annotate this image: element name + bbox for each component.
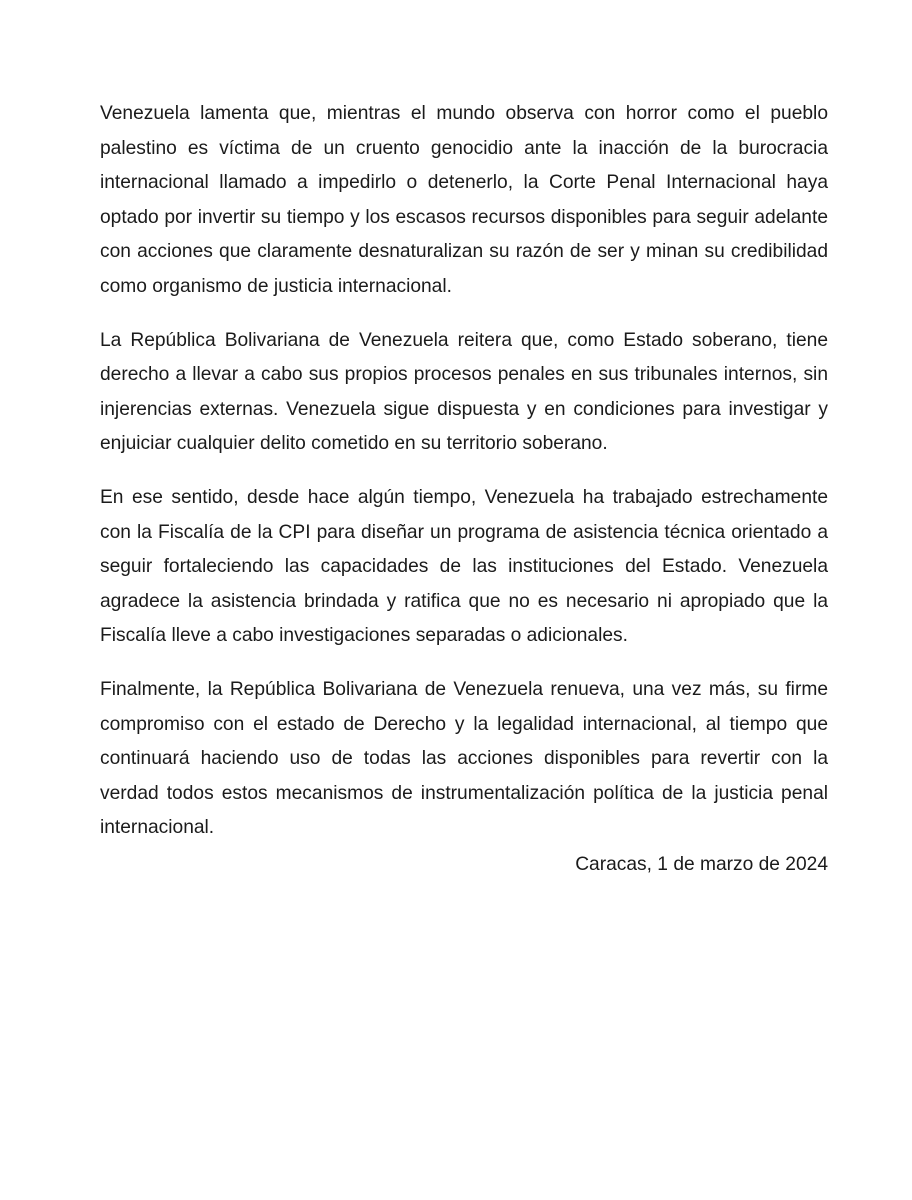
paragraph-sovereignty: La República Bolivariana de Venezuela reitera que, como Estado soberano, tiene derecho a llevar a cabo sus propios procesos penales en sus tribunales internos, sin injerencias externas. Venezuela sigue dispuesta y en condiciones para investigar y enjuiciar cualquier delito cometido en su territorio soberano. bbox=[100, 329, 828, 455]
paragraph-gaza-criticism: Venezuela lamenta que, mientras el mundo observa con horror como el pueblo palestino es víctima de un cruento genocidio ante la inacción de la burocracia internacional llamado a impedirlo o detenerlo, la Corte Penal Internacional haya optado por invertir su tiempo y los escasos recursos disponibles para seguir adelante con acciones que claramente desnaturalizan su razón de ser y minan su credibilidad como organismo de justicia internacional. bbox=[100, 103, 828, 297]
statement-body bbox=[100, 97, 828, 865]
paragraph-commitment: Finalmente, la República Bolivariana de Venezuela renueva, una vez más, su firme compromiso con el estado de Derecho y la legalidad internacional, al tiempo que continuará haciendo uso de todas las acciones disponibles para revertir con la verdad todos estos mecanismos de instrumentalización política de la justicia penal internacional. bbox=[100, 678, 828, 839]
paragraph-cooperation: En ese sentido, desde hace algún tiempo, Venezuela ha trabajado estrechamente con la Fiscalía de la CPI para diseñar un programa de asistencia técnica orientado a seguir fortaleciendo las capacidades de las instituciones del Estado. Venezuela agradece la asistencia brindada y ratifica que no es necesario ni apropiado que la Fiscalía lleve a cabo investigaciones separadas o adicionales. bbox=[100, 486, 828, 647]
place-and-date: Caracas, 1 de marzo de 2024 bbox=[575, 854, 828, 875]
